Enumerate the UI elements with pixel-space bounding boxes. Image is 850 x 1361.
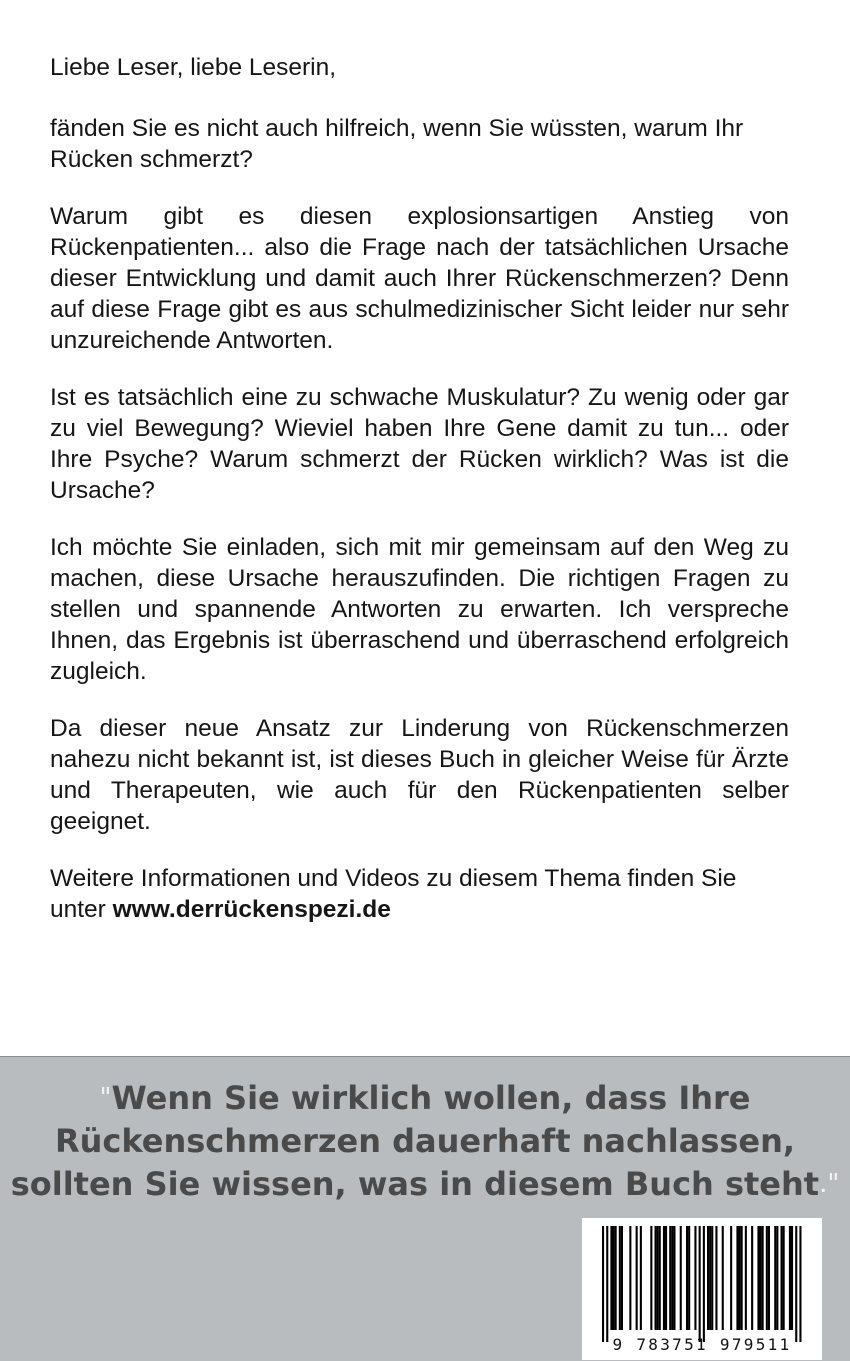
barcode-bar [707,1226,709,1330]
barcode-bar [736,1226,738,1330]
barcode-bar [751,1226,753,1330]
barcode-bar [663,1226,665,1330]
barcode-bar [621,1226,623,1330]
barcode-bar [602,1226,604,1342]
barcode-bar [650,1226,652,1330]
barcode-bar [774,1226,776,1330]
barcode-bar [629,1226,631,1330]
barcode-bar [789,1226,791,1330]
paragraph-more-info [50,863,789,925]
barcode-bar [665,1226,667,1330]
quote-line-2: Rückenschmerzen dauerhaft nachlassen, [54,1122,796,1160]
barcode-bar [745,1226,747,1330]
barcode-bar [673,1226,675,1330]
barcode-bar [730,1226,732,1330]
website-link[interactable]: www.derrückenspezi.de [112,896,391,923]
barcode-bar [671,1226,673,1330]
barcode-bar [791,1226,793,1330]
barcode-bar [795,1226,797,1342]
barcode-bar [619,1226,621,1330]
barcode-bar [694,1226,696,1330]
paragraph-invitation: Ich möchte Sie einladen, sich mit mir gemeinsam auf den Weg zu machen, diese Ursache herauszufinden. Die richtigen Fragen zu stellen und spannende Antworten zu erwarten. Ich verspreche Ihnen, das Ergebnis ist überraschend und überraschend erfolgreich zugleich. [50,534,789,685]
barcode-bar [757,1226,759,1330]
barcode-bar [686,1226,688,1330]
barcode-bar [762,1226,764,1330]
barcode-bar [613,1226,615,1330]
back-cover-letter [50,52,789,951]
barcode-bar [760,1226,762,1330]
barcode-bar [776,1226,778,1330]
barcode-bar [783,1226,785,1330]
quote-line-1: "Wenn Sie wirklich wollen, dass Ihre [99,1079,751,1117]
barcode-bar [657,1226,659,1330]
barcode-bar [655,1226,657,1330]
barcode-bar [680,1226,682,1330]
barcode-bar [781,1226,783,1330]
isbn-number: 9 783751 979511 [612,1335,792,1354]
paragraph-question: Warum gibt es diesen explosionsartigen Anstieg von Rückenpatienten... also die Frage nach der tatsächlichen Ursache dieser Entwicklung und damit auch Ihrer Rückenschmerzen? Denn auf diese Frage gibt es aus schulmedizinischer Sicht leider nur sehr unzureichende Antworten. [50,203,789,354]
barcode-bar [703,1226,705,1342]
barcode-bar [799,1226,801,1342]
barcode-bar [766,1226,768,1330]
barcode-bar [636,1226,638,1330]
quote-open-mark: " [99,1083,112,1113]
barcode-bar [669,1226,671,1330]
barcode-bar [659,1226,661,1330]
paragraph-audience: Da dieser neue Ansatz zur Linderung von Rückenschmerzen nahezu nicht bekannt ist, ist dieses Buch in gleicher Weise für Ärzte und Therapeuten, wie auch für den Rückenpatienten selber geeignet. [50,715,789,835]
quote-line-3: sollten Sie wissen, was in diesem Buch steht." [10,1165,840,1203]
isbn-barcode [582,1218,822,1360]
pull-quote [0,1077,850,1206]
barcode-bar [739,1226,741,1330]
barcode-bar [711,1226,713,1330]
barcode-bar [709,1226,711,1330]
quote-close-mark: ." [819,1169,840,1199]
paragraph-causes: Ist es tatsächlich eine zu schwache Muskulatur? Zu wenig oder gar zu viel Bewegung? Wieviel haben Ihre Gene damit zu tun... oder Ihre Psyche? Warum schmerzt der Rücken wirklich? Was ist die Ursache? [50,384,789,504]
barcode-bar [699,1226,701,1342]
barcode-bar [615,1226,617,1330]
barcode-bar [688,1226,690,1330]
barcode-bar [722,1226,724,1330]
barcode-bar [715,1226,717,1330]
paragraph-intro: fänden Sie es nicht auch hilfreich, wenn Sie wüssten, warum Ihr Rücken schmerzt? [50,115,744,173]
barcode-bar [768,1226,770,1330]
more-info-text: Weitere Informationen und Videos zu diesem Thema finden Sie unter [50,865,737,923]
greeting: Liebe Leser, liebe Leserin, [50,54,337,81]
barcode-bar [610,1226,612,1330]
barcode-bar [741,1226,743,1330]
barcode-bar [606,1226,608,1342]
barcode-bar [640,1226,642,1330]
